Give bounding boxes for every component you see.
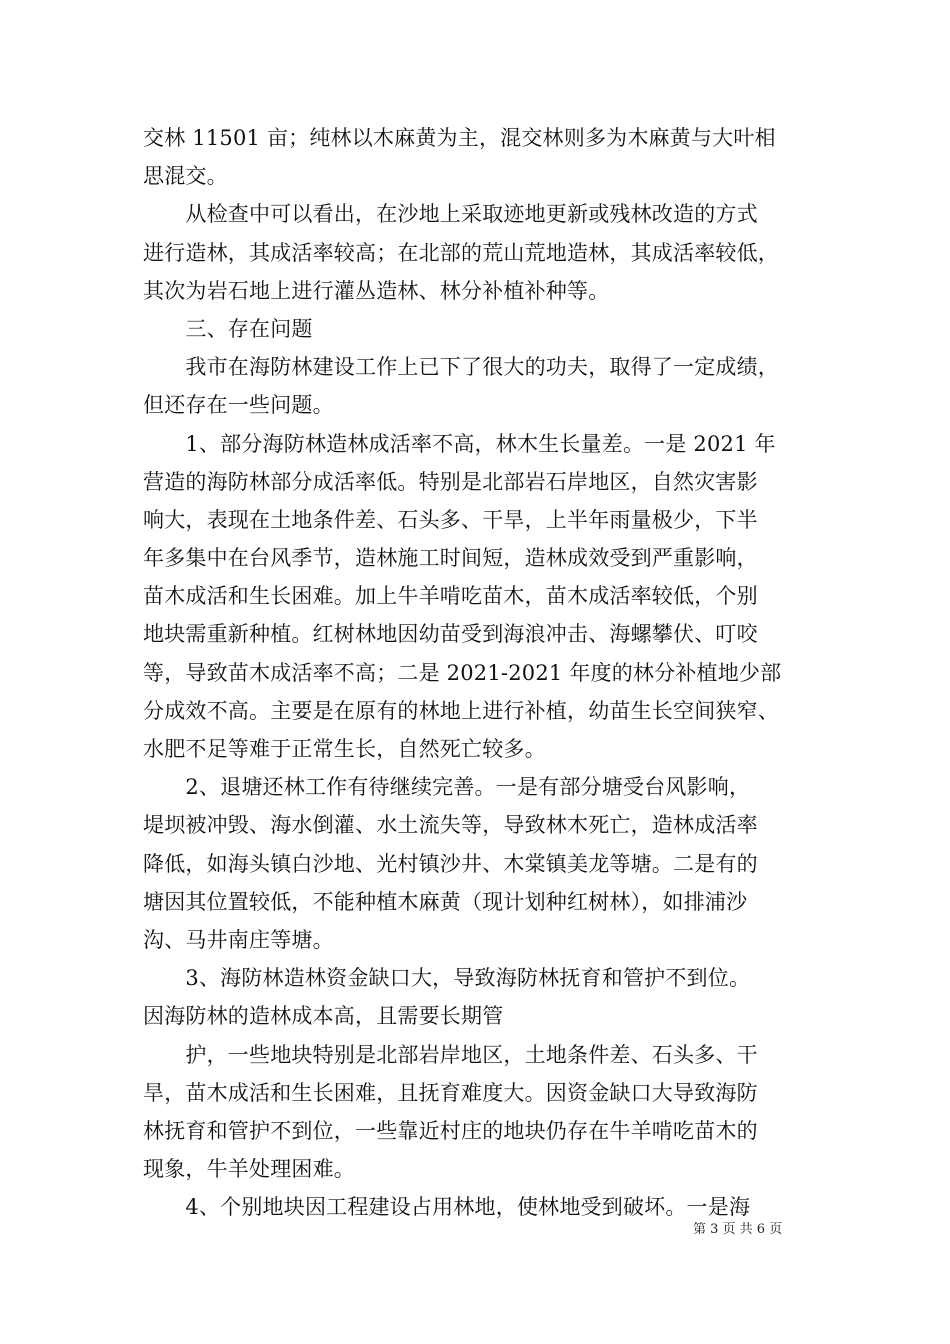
- text-line: 旱，苗木成活和生长困难，且抚育难度大。因资金缺口大导致海防: [143, 1080, 758, 1105]
- text-line: 沟、马井南庄等塘。: [143, 927, 334, 952]
- text-line: 从检查中可以看出，在沙地上采取迹地更新或残林改造的方式: [143, 202, 758, 227]
- text-line: 进行造林，其成活率较高；在北部的荒山荒地造林，其成活率较低，: [143, 240, 779, 265]
- section-heading: 三、存在问题: [143, 316, 313, 341]
- text-line: 因海防林的造林成本高，且需要长期管: [143, 1004, 504, 1029]
- text-line: 营造的海防林部分成活率低。特别是北部岩石岸地区，自然灾害影: [143, 469, 758, 494]
- text-line: 年多集中在台风季节，造林施工时间短，造林成效受到严重影响，: [143, 546, 758, 571]
- text-line: 1、部分海防林造林成活率不高，林木生长量差。一是 2021 年: [143, 431, 776, 456]
- text-line: 塘因其位置较低，不能种植木麻黄（现计划种红树林），如排浦沙: [143, 889, 748, 914]
- text-line: 我市在海防林建设工作上已下了很大的功夫，取得了一定成绩，: [143, 355, 779, 380]
- text-line: 分成效不高。主要是在原有的林地上进行补植，幼苗生长空间狭窄、: [143, 698, 779, 723]
- text-line: 等，导致苗木成活率不高；二是 2021-2021 年度的林分补植地少部: [143, 660, 782, 685]
- text-line: 其次为岩石地上进行灌丛造林、林分补植补种等。: [143, 278, 610, 303]
- text-line: 交林 11501 亩；纯林以木麻黄为主，混交林则多为木麻黄与大叶相: [143, 126, 776, 150]
- text-line: 堤坝被冲毁、海水倒灌、水土流失等，导致林木死亡，造林成活率: [143, 813, 758, 838]
- text-line: 现象，牛羊处理困难。: [143, 1157, 355, 1182]
- text-line: 水肥不足等难于正常生长，自然死亡较多。: [143, 737, 546, 761]
- text-line: 2、退塘还林工作有待继续完善。一是有部分塘受台风影响，: [143, 775, 751, 800]
- text-line: 但还存在一些问题。: [143, 393, 334, 418]
- text-line: 地块需重新种植。红树林地因幼苗受到海浪冲击、海螺攀伏、叮咬: [143, 622, 758, 647]
- text-line: 响大，表现在土地条件差、石头多、干旱，上半年雨量极少，下半: [143, 507, 758, 532]
- text-line: 3、海防林造林资金缺口大，导致海防林抚育和管护不到位。: [143, 966, 751, 991]
- text-line: 护，一些地块特别是北部岩岸地区，土地条件差、石头多、干: [143, 1042, 758, 1067]
- text-line: 思混交。: [143, 164, 228, 189]
- text-line: 苗木成活和生长困难。加上牛羊啃吃苗木，苗木成活率较低，个别: [143, 584, 758, 609]
- text-line: 林抚育和管护不到位，一些靠近村庄的地块仍存在牛羊啃吃苗木的: [143, 1118, 758, 1143]
- document-body: [143, 119, 811, 1226]
- text-line: 降低，如海头镇白沙地、光村镇沙井、木棠镇美龙等塘。二是有的: [143, 851, 758, 876]
- page-number: 第 3 页 共 6 页: [693, 1222, 783, 1237]
- text-line: 4、个别地块因工程建设占用林地，使林地受到破坏。一是海: [143, 1195, 751, 1220]
